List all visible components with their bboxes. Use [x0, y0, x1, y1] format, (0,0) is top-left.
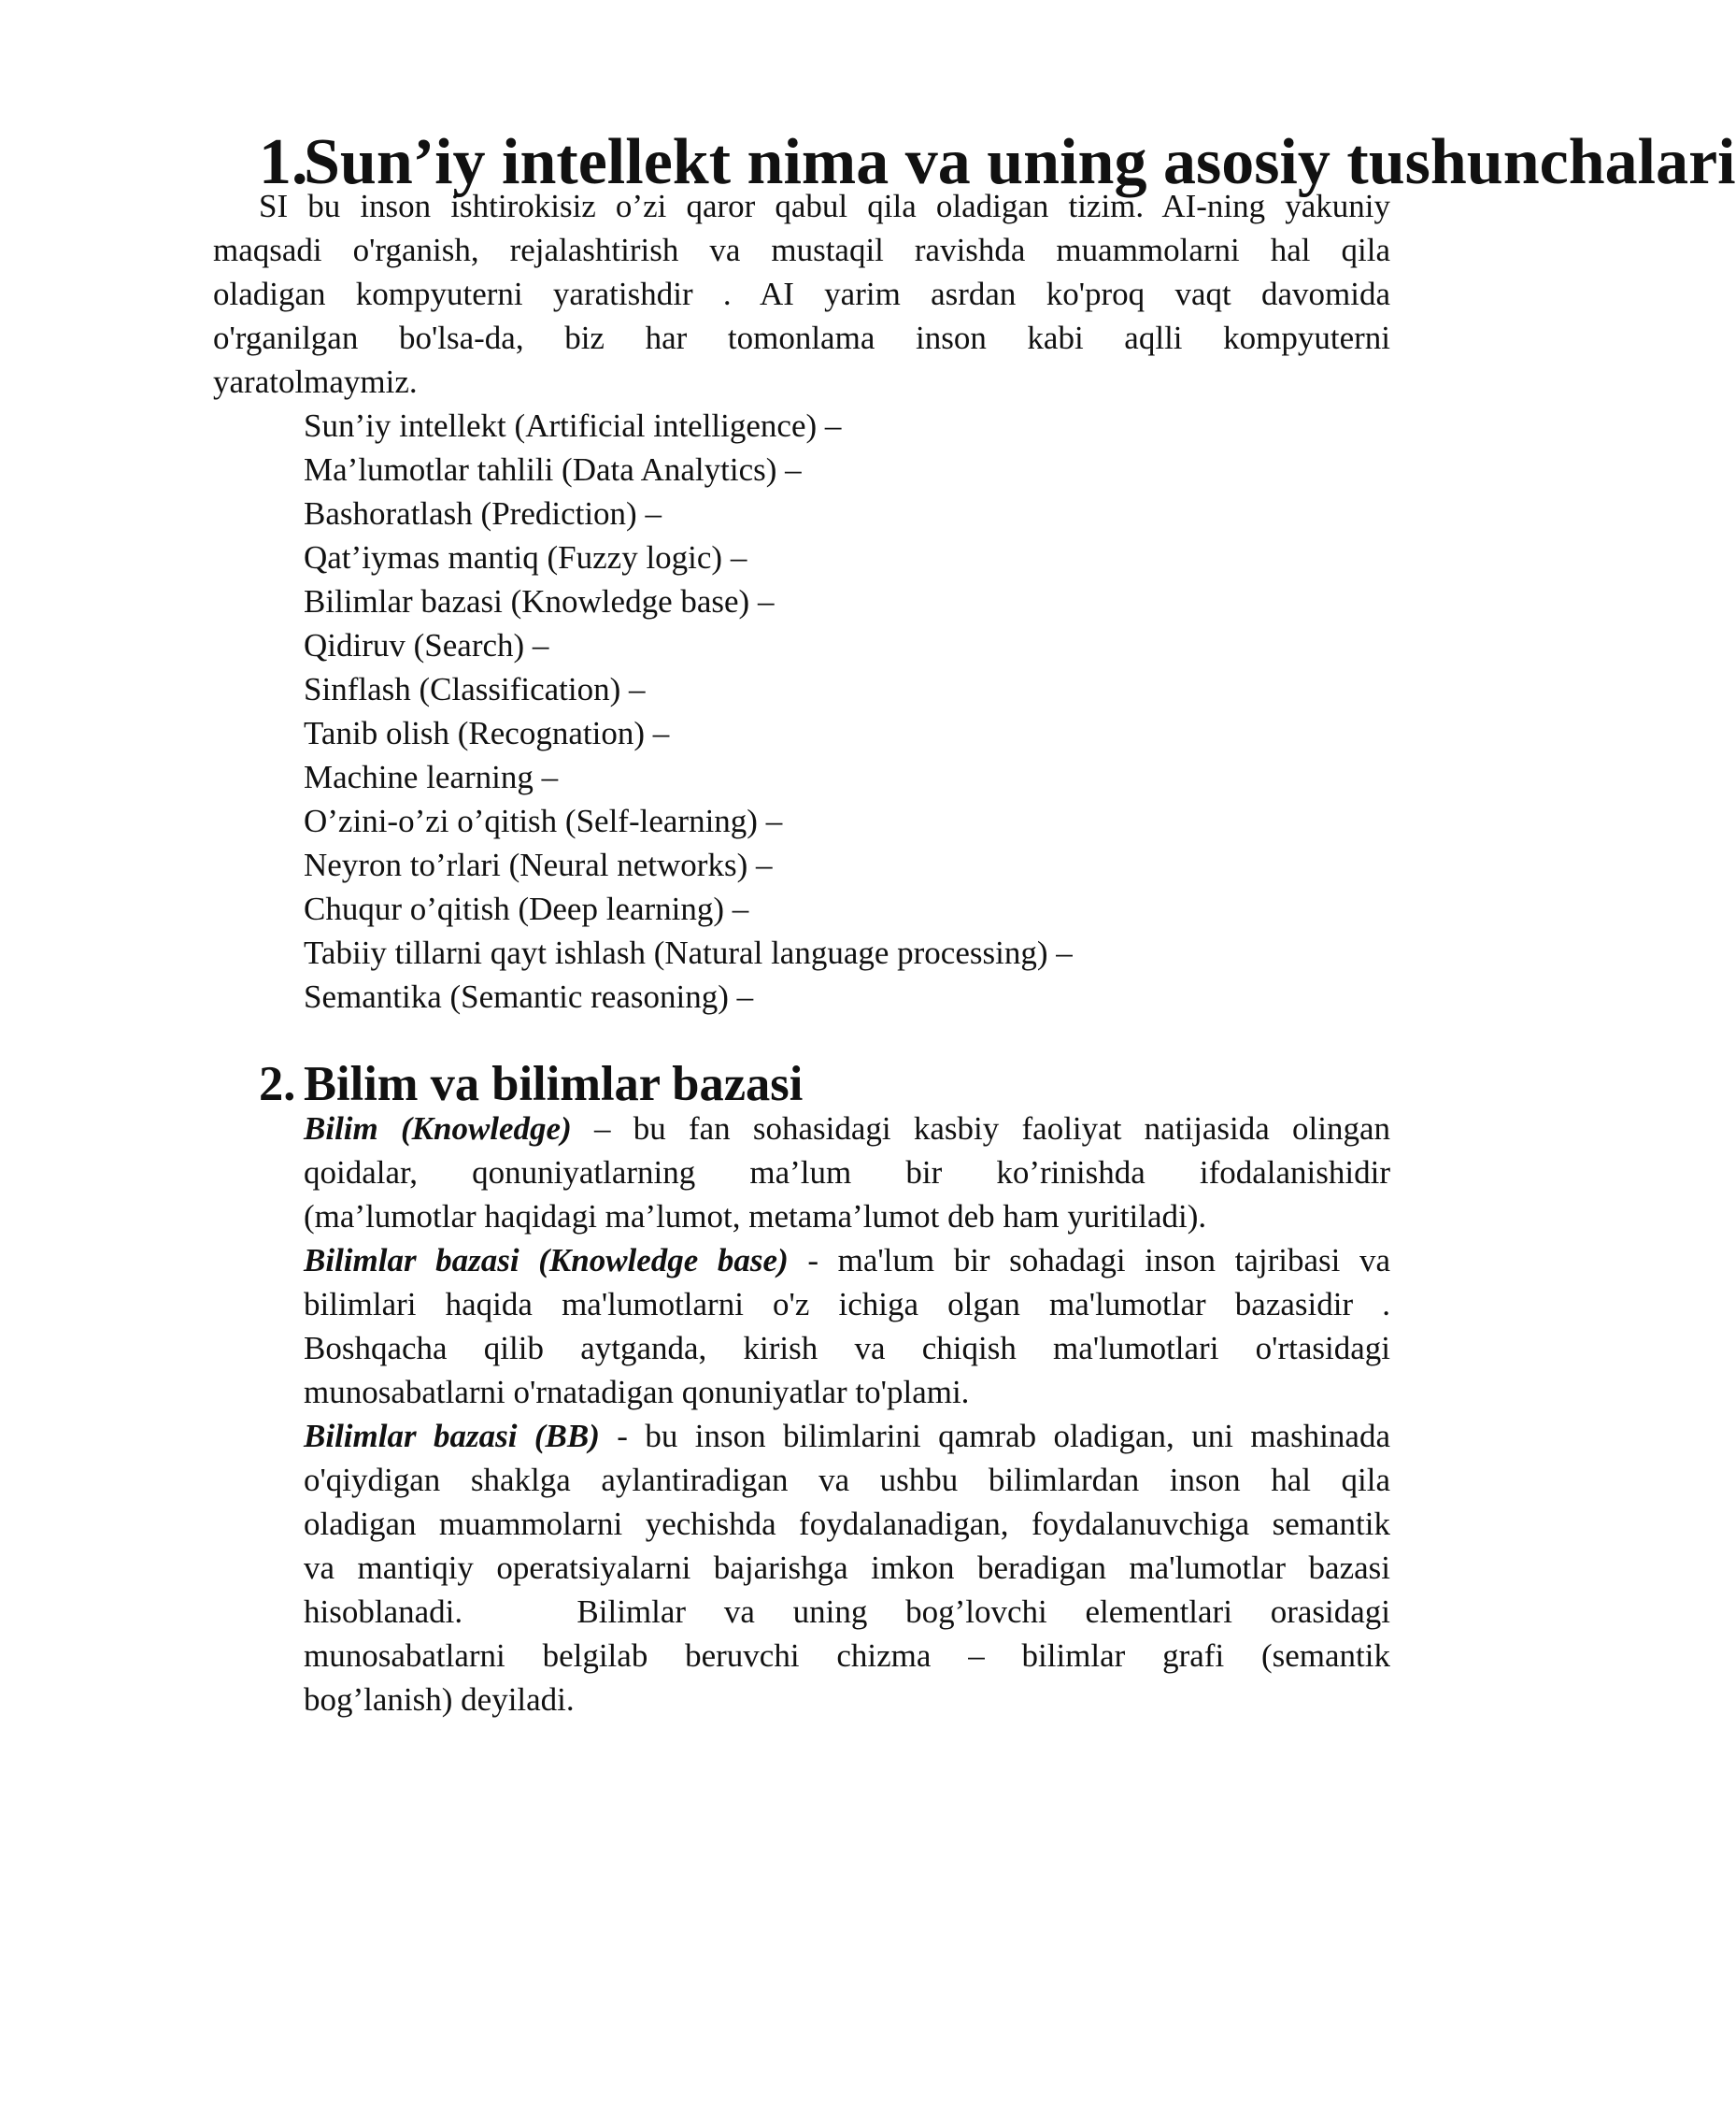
section-1-heading	[213, 126, 1736, 198]
term-item: Sun’iy intellekt (Artificial intelligence) –	[304, 407, 842, 444]
intro-line: oladigan kompyuterni yaratishdir . AI yarim asrdan ko'proq vaqt davomida	[213, 276, 1390, 312]
section-1-title: Sun’iy intellekt nima va uning asosiy tushunchalari	[304, 126, 1736, 198]
definition-term: Bilimlar bazasi (Knowledge base)	[304, 1242, 789, 1278]
section-1-number: 1.	[259, 126, 308, 198]
term-item: Semantika (Semantic reasoning) –	[304, 978, 754, 1015]
definition-line: qoidalar, qonuniyatlarning ma’lum bir ko’rinishda ifodalanishidir	[304, 1154, 1390, 1191]
definition-term: Bilim (Knowledge)	[304, 1110, 572, 1147]
page-content	[213, 126, 1736, 1721]
term-item: Chuqur o’qitish (Deep learning) –	[304, 891, 749, 927]
definition-text: - bu inson bilimlarini qamrab oladigan, uni mashinada	[599, 1418, 1390, 1454]
term-item: Machine learning –	[304, 759, 559, 795]
intro-line: SI bu inson ishtirokisiz o’zi qaror qabul qila oladigan tizim. AI-ning yakuniy	[259, 188, 1390, 224]
term-item: Bilimlar bazasi (Knowledge base) –	[304, 583, 775, 620]
term-item: Tanib olish (Recognation) –	[304, 715, 670, 751]
definition-text: - ma'lum bir sohadagi inson tajribasi va	[788, 1242, 1390, 1278]
section-2-heading	[213, 1057, 1390, 1111]
definition-line	[304, 1238, 1390, 1282]
definition-line: va mantiqiy operatsiyalarni bajarishga imkon beradigan ma'lumotlar bazasi	[304, 1550, 1390, 1586]
definition-line: hisoblanadi. Bilimlar va uning bog’lovchi elementlari orasidagi	[304, 1593, 1390, 1630]
definition-line	[304, 1107, 1390, 1150]
definition-line: (ma’lumotlar haqidagi ma’lumot, metama’lumot deb ham yuritiladi).	[304, 1198, 1207, 1235]
definition-line: munosabatlarni belgilab beruvchi chizma – bilimlar grafi (semantik	[304, 1637, 1390, 1674]
definition-line: Boshqacha qilib aytganda, kirish va chiqish ma'lumotlari o'rtasidagi	[304, 1330, 1390, 1366]
section-2-title: Bilim va bilimlar bazasi	[304, 1057, 804, 1111]
section-2-number: 2.	[259, 1057, 296, 1111]
definition-text: – bu fan sohasidagi kasbiy faoliyat natijasida olingan	[571, 1110, 1390, 1147]
definition-line	[304, 1414, 1390, 1458]
term-item: Tabiiy tillarni qayt ishlash (Natural language processing) –	[304, 935, 1073, 971]
definition-knowledge-base	[304, 1238, 1390, 1414]
definition-line: bilimlari haqida ma'lumotlarni o'z ichiga olgan ma'lumotlar bazasidir .	[304, 1286, 1390, 1322]
definition-line: o'qiydigan shaklga aylantiradigan va ushbu bilimlardan inson hal qila	[304, 1462, 1390, 1498]
definition-line: oladigan muammolarni yechishda foydalanadigan, foydalanuvchiga semantik	[304, 1506, 1390, 1542]
intro-line: o'rganilgan bo'lsa-da, biz har tomonlama inson kabi aqlli kompyuterni	[213, 320, 1390, 356]
term-item: Ma’lumotlar tahlili (Data Analytics) –	[304, 451, 802, 488]
definition-knowledge	[304, 1107, 1390, 1238]
term-item: Qidiruv (Search) –	[304, 627, 549, 664]
definition-term: Bilimlar bazasi (BB)	[304, 1418, 600, 1454]
intro-line: maqsadi o'rganish, rejalashtirish va mustaqil ravishda muammolarni hal qila	[213, 232, 1390, 268]
term-item: Qat’iymas mantiq (Fuzzy logic) –	[304, 539, 747, 576]
terms-list	[213, 404, 1390, 1019]
definitions-block	[213, 1107, 1390, 1721]
term-item: Bashoratlash (Prediction) –	[304, 495, 662, 532]
definition-line: munosabatlarni o'rnatadigan qonuniyatlar to'plami.	[304, 1374, 970, 1410]
definition-line: bog’lanish) deyiladi.	[304, 1681, 575, 1718]
term-item: O’zini-o’zi o’qitish (Self-learning) –	[304, 803, 783, 839]
term-item: Neyron to’rlari (Neural networks) –	[304, 847, 773, 883]
intro-line: yaratolmaymiz.	[213, 364, 418, 400]
term-item: Sinflash (Classification) –	[304, 671, 646, 707]
blank-line	[213, 1019, 1390, 1063]
section-1-intro-paragraph	[213, 184, 1390, 404]
definition-bb	[304, 1414, 1390, 1721]
